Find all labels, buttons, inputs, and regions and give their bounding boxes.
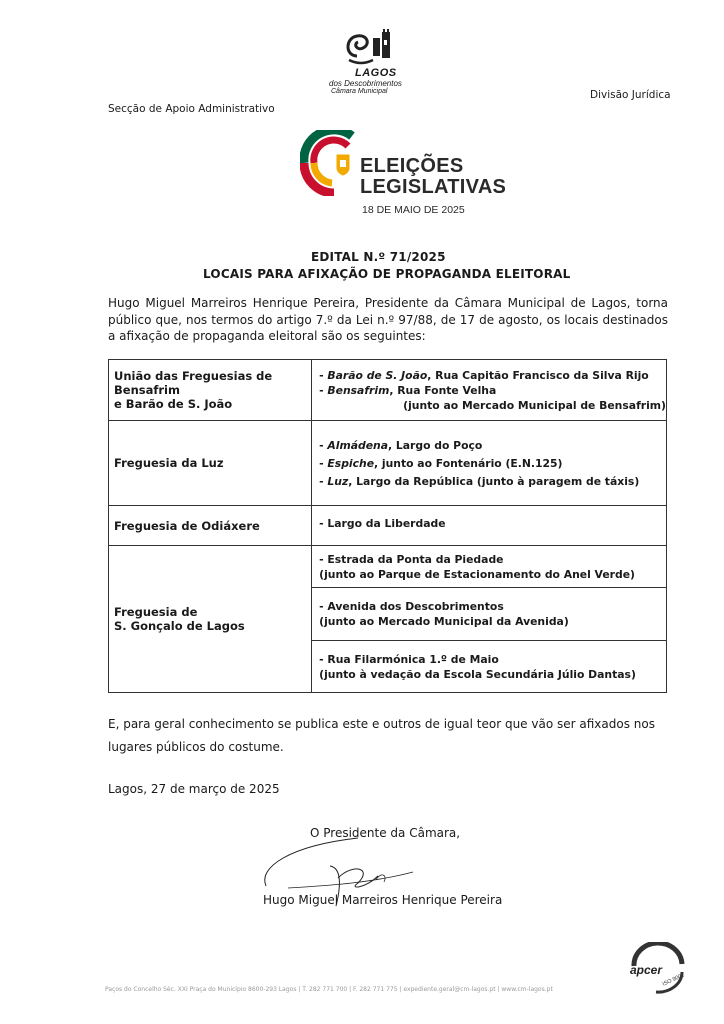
edital-subject: LOCAIS PARA AFIXAÇÃO DE PROPAGANDA ELEITORAL: [203, 267, 571, 281]
signatory-title: O Presidente da Câmara,: [310, 826, 461, 840]
parish-name: União das Freguesias de: [114, 369, 273, 383]
table-row: [109, 506, 667, 546]
table-row: [109, 421, 667, 506]
location-item: - Estrada da Ponta da Piedade: [319, 552, 504, 566]
place-date: Lagos, 27 de março de 2025: [108, 782, 280, 796]
locations-cell: [312, 546, 667, 588]
location-item: - Luz, Largo da República (junto à paragem de táxis): [319, 474, 640, 488]
lagos-name: LAGOS: [355, 67, 397, 79]
location-note: (junto ao Mercado Municipal de Bensafrim): [403, 398, 666, 412]
parish-cell: [109, 360, 312, 421]
intro-paragraph: Hugo Miguel Marreiros Henrique Pereira, Presidente da Câmara Municipal de Lagos, torna público que, nos termos do artigo 7.º da Lei n.º 97/88, de 17 de agosto, os locais destinados a afixação de propaganda eleitoral são os seguintes:: [108, 296, 668, 343]
lagos-logo: [325, 24, 405, 96]
parish-name: S. Gonçalo de Lagos: [114, 619, 245, 633]
lagos-coat-of-arms-icon: [343, 26, 399, 70]
location-item: - Bensafrim, Rua Fonte Velha: [319, 383, 497, 397]
parish-name: Freguesia de Odiáxere: [114, 518, 260, 533]
locations-cell: [312, 360, 667, 421]
election-title-line1: ELEIÇÕES: [360, 155, 464, 177]
location-item: - Espiche, junto ao Fontenário (E.N.125): [319, 456, 563, 470]
location-item: - Almádena, Largo do Poço: [319, 438, 483, 452]
footer-address: Paços do Concelho Séc. XXI Praça do Município 8600-293 Lagos | T. 282 771 700 | F. 282 771 775 | expediente.geral@cm-lagos.pt | www.cm-lagos.pt: [105, 986, 553, 993]
election-date: 18 DE MAIO DE 2025: [362, 204, 465, 216]
parish-name: e Barão de S. João: [114, 397, 233, 411]
location-note: (junto ao Parque de Estacionamento do Anel Verde): [319, 567, 635, 581]
closing-paragraph: E, para geral conhecimento se publica este e outros de igual teor que vão ser afixados nos lugares públicos do costume.: [108, 717, 655, 754]
parish-name: Freguesia de: [114, 605, 198, 619]
locations-cell: [312, 506, 667, 546]
parish-cell: [109, 421, 312, 506]
edital-number: EDITAL N.º 71/2025: [311, 250, 446, 264]
election-emblem-icon: [300, 130, 362, 196]
locations-cell: [312, 588, 667, 641]
locations-table: [108, 359, 667, 693]
location-item: - Rua Filarmónica 1.º de Maio: [319, 652, 499, 666]
lagos-subtitle: dos Descobrimentos: [329, 79, 402, 88]
location-item: - Avenida dos Descobrimentos: [319, 600, 504, 613]
location-note: (junto ao Mercado Municipal da Avenida): [319, 615, 569, 628]
election-title-line2: LEGISLATIVAS: [360, 176, 507, 198]
parish-cell: [109, 546, 312, 693]
location-item: - Barão de S. João, Rua Capitão Francisco da Silva Rijo: [319, 368, 649, 382]
lagos-authority: Câmara Municipal: [331, 88, 388, 95]
section-left-label: Secção de Apoio Administrativo: [108, 103, 275, 115]
location-item: - Largo da Liberdade: [319, 517, 446, 530]
table-row: [109, 546, 667, 588]
apcer-certification-logo: [626, 942, 690, 994]
parish-name: Bensafrim: [114, 383, 180, 397]
locations-cell: [312, 641, 667, 693]
section-right-label: Divisão Jurídica: [590, 89, 671, 101]
table-row: [109, 360, 667, 421]
location-note: (junto à vedação da Escola Secundária Júlio Dantas): [319, 667, 636, 681]
locations-cell: [312, 421, 667, 506]
parish-name: Freguesia da Luz: [114, 456, 224, 470]
apcer-iso-label: ISO 9001: [661, 972, 686, 988]
signatory-name: Hugo Miguel Marreiros Henrique Pereira: [263, 893, 503, 907]
election-logo: [298, 128, 507, 224]
apcer-name: apcer: [630, 963, 663, 977]
parish-cell: [109, 506, 312, 546]
